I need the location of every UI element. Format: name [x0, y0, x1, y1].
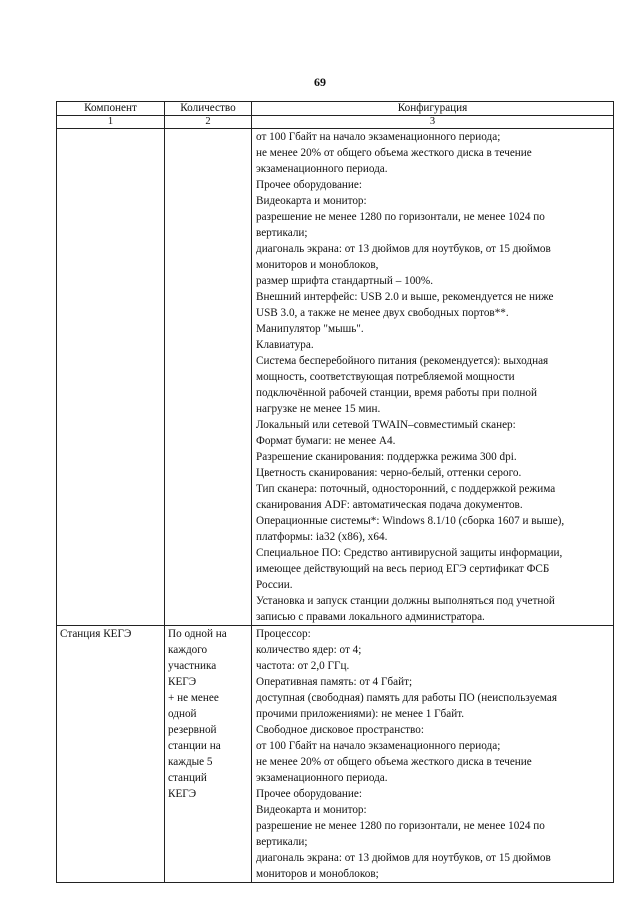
configuration-line: от 100 Гбайт на начало экзаменационного периода;: [256, 131, 501, 143]
header-quantity: Количество: [165, 102, 252, 116]
configuration-line: Операционные системы*: Windows 8.1/10 (сборка 1607 и выше),: [256, 515, 565, 527]
configuration-line: USB 3.0, а также не менее двух свободных портов**.: [256, 307, 509, 319]
column-number-1: 1: [57, 116, 165, 129]
quantity-line: КЕГЭ: [168, 788, 197, 800]
configuration-line: записью с правами локального администратора.: [256, 611, 485, 623]
configuration-line: экзаменационного периода.: [256, 772, 388, 784]
quantity-line: + не менее: [168, 692, 219, 704]
configuration-line: вертикали;: [256, 227, 308, 239]
quantity-cell: [165, 129, 252, 626]
configuration-line: диагональ экрана: от 13 дюймов для ноутбуков, от 15 дюймов: [256, 243, 551, 255]
configuration-line: от 100 Гбайт на начало экзаменационного периода;: [256, 740, 501, 752]
column-number-3: 3: [252, 116, 614, 129]
quantity-line: участника: [168, 660, 217, 672]
configuration-line: не менее 20% от общего объема жесткого диска в течение: [256, 147, 532, 159]
header-component: Компонент: [57, 102, 165, 116]
configuration-line: Видеокарта и монитор:: [256, 195, 367, 207]
quantity-line: станций: [168, 772, 207, 784]
quantity-line: По одной на: [168, 628, 227, 640]
component-cell: [57, 129, 165, 626]
configuration-cell: [252, 129, 614, 626]
configuration-line: количество ядер: от 4;: [256, 644, 362, 656]
configuration-line: Свободное дисковое пространство:: [256, 724, 424, 736]
configuration-line: диагональ экрана: от 13 дюймов для ноутбуков, от 15 дюймов: [256, 852, 551, 864]
quantity-line: станции на: [168, 740, 221, 752]
page-number: 69: [314, 75, 326, 89]
configuration-line: Установка и запуск станции должны выполняться под учетной: [256, 595, 555, 607]
column-number-2: 2: [165, 116, 252, 129]
configuration-line: имеющее действующий на весь период ЕГЭ сертификат ФСБ: [256, 563, 550, 575]
configuration-line: Тип сканера: поточный, односторонний, с поддержкой режима: [256, 483, 556, 495]
table-row: [57, 129, 614, 626]
quantity-cell: [165, 626, 252, 883]
configuration-line: не менее 20% от общего объема жесткого диска в течение: [256, 756, 532, 768]
header-row: [57, 102, 614, 116]
configuration-line: сканирования ADF: автоматическая подача документов.: [256, 499, 523, 511]
configuration-line: мощность, соответствующая потребляемой мощности: [256, 371, 515, 383]
configuration-line: мониторов и моноблоков;: [256, 868, 379, 880]
quantity-line: каждые 5: [168, 756, 213, 768]
configuration-line: мониторов и моноблоков,: [256, 259, 379, 271]
configuration-line: Цветность сканирования: черно-белый, оттенки серого.: [256, 467, 522, 479]
quantity-line: резервной: [168, 724, 217, 736]
configuration-line: вертикали;: [256, 836, 308, 848]
configuration-line: России.: [256, 579, 293, 591]
configuration-line: Локальный или сетевой TWAIN–совместимый сканер:: [256, 419, 516, 431]
configuration-line: экзаменационного периода.: [256, 163, 388, 175]
configuration-line: частота: от 2,0 ГГц.: [256, 660, 350, 672]
configuration-line: доступная (свободная) память для работы ПО (неиспользуемая: [256, 692, 558, 704]
quantity-line: КЕГЭ: [168, 676, 197, 688]
configuration-line: подключённой рабочей станции, время работы при полной: [256, 387, 537, 399]
quantity-line: одной: [168, 708, 197, 720]
column-number-row: [57, 116, 614, 129]
configuration-line: Формат бумаги: не менее А4.: [256, 435, 396, 447]
configuration-line: Процессор:: [256, 628, 311, 640]
configuration-line: Внешний интерфейс: USB 2.0 и выше, рекомендуется не ниже: [256, 291, 554, 303]
table-row: [57, 626, 614, 883]
configuration-line: разрешение не менее 1280 по горизонтали, не менее 1024 по: [256, 820, 545, 832]
quantity-line: каждого: [168, 644, 208, 656]
configuration-line: Специальное ПО: Средство антивирусной защиты информации,: [256, 547, 563, 559]
configuration-line: платформы: ia32 (x86), x64.: [256, 531, 388, 543]
configuration-line: Манипулятор "мышь".: [256, 323, 364, 335]
configuration-cell: [252, 626, 614, 883]
configuration-line: Оперативная память: от 4 Гбайт;: [256, 676, 413, 688]
configuration-line: Система бесперебойного питания (рекомендуется): выходная: [256, 355, 549, 367]
configuration-line: разрешение не менее 1280 по горизонтали, не менее 1024 по: [256, 211, 545, 223]
configuration-line: Прочее оборудование:: [256, 788, 362, 800]
configuration-line: размер шрифта стандартный – 100%.: [256, 275, 434, 287]
specification-table: [56, 101, 614, 883]
component-cell: [57, 626, 165, 883]
configuration-line: Клавиатура.: [256, 339, 314, 351]
configuration-line: Видеокарта и монитор:: [256, 804, 367, 816]
component-line: Станция КЕГЭ: [60, 628, 132, 640]
configuration-line: прочими приложениями): не менее 1 Гбайт.: [256, 708, 465, 720]
configuration-line: Прочее оборудование:: [256, 179, 362, 191]
configuration-line: нагрузке не менее 15 мин.: [256, 403, 381, 415]
configuration-line: Разрешение сканирования: поддержка режима 300 dpi.: [256, 451, 517, 463]
header-configuration: Конфигурация: [252, 102, 614, 116]
